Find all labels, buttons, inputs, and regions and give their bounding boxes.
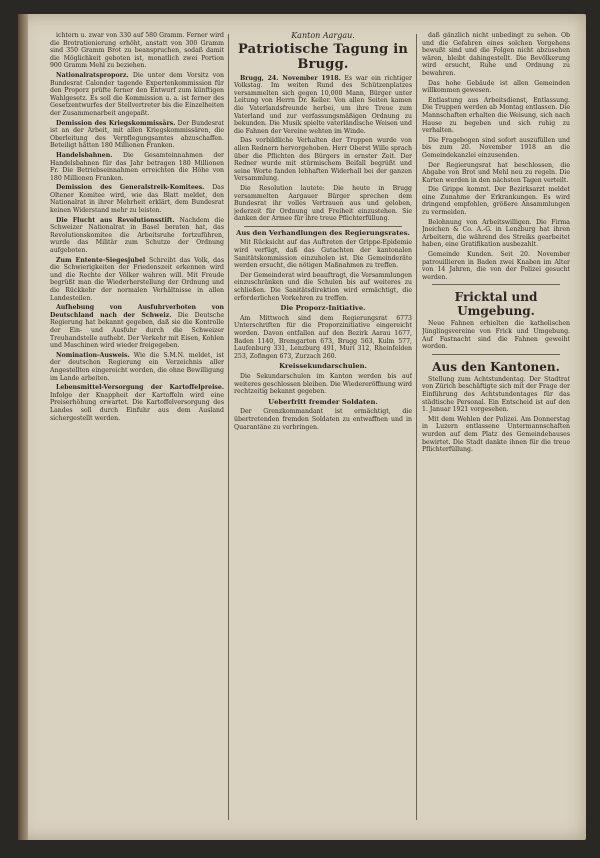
section-lead: Demission des Generalstreik-Komitees.	[56, 184, 205, 192]
dateline: Brugg, 24. November 1918.	[240, 74, 341, 82]
divider	[432, 354, 560, 355]
article-text: Der Grenzkommandant ist ermächtigt, die übertretenden fremden Soldaten zu entwaffnen und in Quarantäne zu verbringen.	[234, 408, 412, 431]
section-body: Wie die S.M.N. meldet, ist der deutschen Regierung ein Verzeichnis aller Angestellten eingereicht worden, die ohne Bewilligung im Lande arbeiten.	[50, 351, 224, 382]
divider	[432, 284, 560, 285]
article-text: Entlastung aus Arbeitsdienst, Entlassung. Die Truppen werden ab Montag entlassen. Die Mannschaften erhalten die Weisung, sich nach Hause zu begeben und sich ruhig zu verhalten.	[422, 96, 570, 135]
section-body: Der Bundesrat ist an der Arbeit, mit allen Kriegskommissären, die Oberleitung des Verpflegungsamtes abzuschaffen. Beteiligt hätten 180 Millionen Franken.	[50, 119, 224, 150]
subheading: Kreissekundarschulen.	[279, 362, 367, 371]
newspaper-page	[18, 14, 586, 840]
section	[50, 352, 224, 382]
article-text: Der Gemeinderat wird beauftragt, die Versammlungen einzuschränken und die Schulen bis auf weiteres zu schließen. Die Sanitätsdirektion wird ermächtigt, die erforderlichen Vorkehren zu treffen.	[234, 271, 412, 302]
section-lead: Handelsbahnen.	[56, 151, 113, 159]
article-text: Das vorbildliche Verhalten der Truppen wurde von allen Rednern hervorgehoben. Herr Oberst Wille sprach über die Pflichten des Bürgers in ernster Zeit. Der Redner wurde mit stürmischem Beifall begrüßt und seine Worte fanden lebhaften Widerhall bei der ganzen Versammlung.	[234, 137, 412, 183]
article-text: Die Grippe kommt. Der Bezirksarzt meldet eine Zunahme der Erkrankungen. Es wird dringend empfohlen, größere Ansammlungen zu vermeiden.	[422, 186, 570, 217]
section-body: Nachdem die Schweizer Nationalrat in Basel beraten hat, das Revolutionskomitee die Arbeitsruhe fortzuführen, wurde das Militär zum Schutze der Ordnung aufgeboten.	[50, 216, 224, 255]
section	[50, 384, 224, 422]
section	[50, 152, 224, 182]
section-body: Infolge der Knappheit der Kartoffeln wird eine Preiserhöhung erwartet. Die Kartoffelversorgung des Landes soll durch Einfuhr aus dem Ausland sichergestellt werden.	[50, 391, 224, 422]
section-lead: Die Flucht aus Revolutionsstift.	[56, 216, 175, 224]
article-text: Mit dem Wehlen der Polizei. Am Donnerstag in Luzern entlassene Untermannschaften wurden auf dem Platz des Gemeindehauses bewirtet. Die Stadt dankte ihnen für die treue Pflichterfüllung.	[422, 415, 570, 454]
section-lead: Zum Entente-Siegesjubel	[56, 256, 146, 264]
article-text: Der Regierungsrat hat beschlossen, die Abgabe von Brot und Mehl neu zu regeln. Die Karten werden in den nächsten Tagen verteilt.	[422, 161, 570, 184]
headline: Patriotische Tagung in Brugg.	[238, 41, 408, 72]
subheading: Aus den Verhandlungen des Regierungsrates.	[236, 228, 410, 237]
column-middle	[234, 32, 412, 822]
section-lead: Lebensmittel-Versorgung der Kartoffelpreise.	[56, 384, 224, 392]
article-text: Gemeinde Kunden. Seit 20. November patrouillieren in Baden zwei Knaben im Alter von 14 Jahren, die von der Polizei gesucht werden.	[422, 251, 570, 281]
article-text: Neue Fahnen erhielten die katholischen Jünglingsvereine von Frick und Umgebung. Auf Fastnacht sind die Fahnen geweiht worden.	[422, 320, 570, 351]
article-text: Es war ein richtiger Volkstag. Im weiten Rund des Schützenplatzes versammelten sich gegen 10,000 Mann, Bürger unter Leitung von Herrn Dr. Keller. Von allen Seiten kamen die Vaterlandsfreunde herbei, um ihre Treue zum Vaterland und zur verfassungsmäßigen Ordnung zu bekunden. Die Musik spielte vaterländische Weisen und die Fahnen der Vereine wehten im Winde.	[234, 74, 412, 135]
section-body: Die Deutsche Regierung hat bekannt gegeben, daß sie die Kontrolle der Ein- und Ausfuhr durch die Schweizer Treuhandstelle aufhebt. Der Verkehr mit Eisen, Kohlen und Maschinen wird wieder freigegeben.	[50, 311, 224, 350]
section-body: Die Gesamteinnahmen der Handelsbahnen für das Jahr betragen 180 Millionen Fr. Die Betriebseinnahmen erreichten die Höhe von 180 Millionen Franken.	[50, 151, 224, 182]
section-heading: Fricktal und Umgebung.	[454, 290, 538, 319]
section	[50, 217, 224, 255]
column-left	[50, 32, 224, 822]
book-binding	[18, 14, 28, 840]
section-body: Die unter dem Vorsitz von Bundesrat Calonder tagende Expertenkommission für den Proporz prüfte ferner den Entwurf zum künftigen Wahlgesetz. Es soll die Kommission u. a. ist ferner des Gesetzentwurfes der Stellvertreter bis die Einzelheiten der Zusammenarbeit angepaßt.	[50, 71, 224, 117]
section-lead: Aufhebung von Ausfuhrverboten von Deutschland nach der Schweiz.	[50, 304, 224, 319]
divider	[244, 226, 402, 227]
subheading: Ueberfritt fremder Soldaten.	[268, 397, 378, 406]
article-text: daß gänzlich nicht unbedingt zu sehen. Ob und die Gefahren eines solchen Vorgehens bewußt sind und die Folgen nicht abzusehen wären, bleibt dahingestellt. Die Bevölkerung wird ersucht, Ruhe und Ordnung zu bewahren.	[422, 32, 570, 77]
section	[50, 72, 224, 118]
article-text: Die Sekundarschulen im Kanton werden bis auf weiteres geschlossen bleiben. Die Wiedereröffnung wird rechtzeitig bekannt gegeben.	[234, 372, 412, 396]
article-text: Die Fragebogen sind sofort auszufüllen und bis zum 20. November 1918 an die Gemeindekanzlei einzusenden.	[422, 136, 570, 159]
section-lead: Nomination-Ausweis.	[56, 351, 130, 359]
section-body: Das Oltener Komitee wird, wie das Blatt meldet, den Nationalrat in ihrer Mehrheit erklärt, dem Bundesrat keinen Widerstand mehr zu leisten.	[50, 184, 224, 215]
section	[50, 304, 224, 350]
article-text: Die Resolution lautete: Die heute in Brugg versammelten Aargauer Bürger sprechen dem Bundesrat ihr volles Vertrauen aus und geloben, jederzeit für Ordnung und Freiheit einzustehen. Sie danken der Armee für ihre treue Pflichterfüllung.	[234, 184, 412, 223]
section-kicker: Kanton Aargau.	[291, 32, 355, 40]
column-rule	[416, 34, 417, 820]
section-heading: Aus den Kantonen.	[432, 359, 560, 374]
article-text: Belohnung von Arbeitswilligen. Die Firma Jneichen & Co. A.-G. in Lenzburg hat ihren Arbeitern, die während des Streiks gearbeitet haben, eine Gratifikation ausbezahlt.	[422, 218, 570, 249]
column-right	[422, 32, 570, 822]
article-text: ichtern u. zwar von 330 auf 580 Gramm. Ferner wird die Brotrationierung erhöht, anstatt von 300 Gramm sind 350 Gramm Brot zu beanspruchen, sodaß damit die Möglichkeit geboten ist, monatlich zwei Portion 900 Gramm Mehl zu beziehen.	[50, 32, 224, 70]
article-text: Das hohe Gebäude ist allen Gemeinden willkommen gewesen.	[422, 79, 570, 95]
section-lead: Demission des Kriegskommissärs.	[56, 119, 176, 127]
article-text: Stellung zum Achtstundentag. Der Stadtrat von Zürich beschäftigte sich mit der Frage der Einführung des Achtstundentages für das städtische Personal. Ein Entscheid ist auf den 1. Januar 1921 vorgesehen.	[422, 375, 570, 414]
article-text: Mit Rücksicht auf das Auftreten der Grippe-Epidemie wird verfügt, daß das Gutachten der kantonalen Sanitätskommission einzuholen ist. Die Gemeinderäte werden ersucht, die nötigen Maßnahmen zu treffen.	[234, 239, 412, 270]
section	[50, 120, 224, 150]
section-body: Schreibt das Volk, das die Schwierigkeiten der Friedenszeit erkennen wird und die Rechte der Völker wahren will. Mit Freude begrüßt man die Wiederherstellung der Ordnung und die Rückkehr der normalen Verhältnisse in allen Landesteilen.	[50, 256, 224, 302]
column-rule	[228, 34, 229, 820]
subheading: Die Proporz-Initiative.	[280, 304, 366, 313]
article-text: Am Mittwoch sind dem Regierungsrat 6773 Unterschriften für die Proporzinitiative eingereicht worden. Davon entfallen auf den Bezirk Aarau 1677, Baden 1140, Bremgarten 673, Brugg 563, Kulm 577, Laufenburg 331, Lenzburg 491, Muri 312, Rheinfelden 253, Zofingen 673, Zurzach 260.	[234, 314, 412, 360]
section	[50, 257, 224, 303]
section	[50, 184, 224, 214]
section-lead: Nationalratsproporz.	[56, 71, 129, 79]
